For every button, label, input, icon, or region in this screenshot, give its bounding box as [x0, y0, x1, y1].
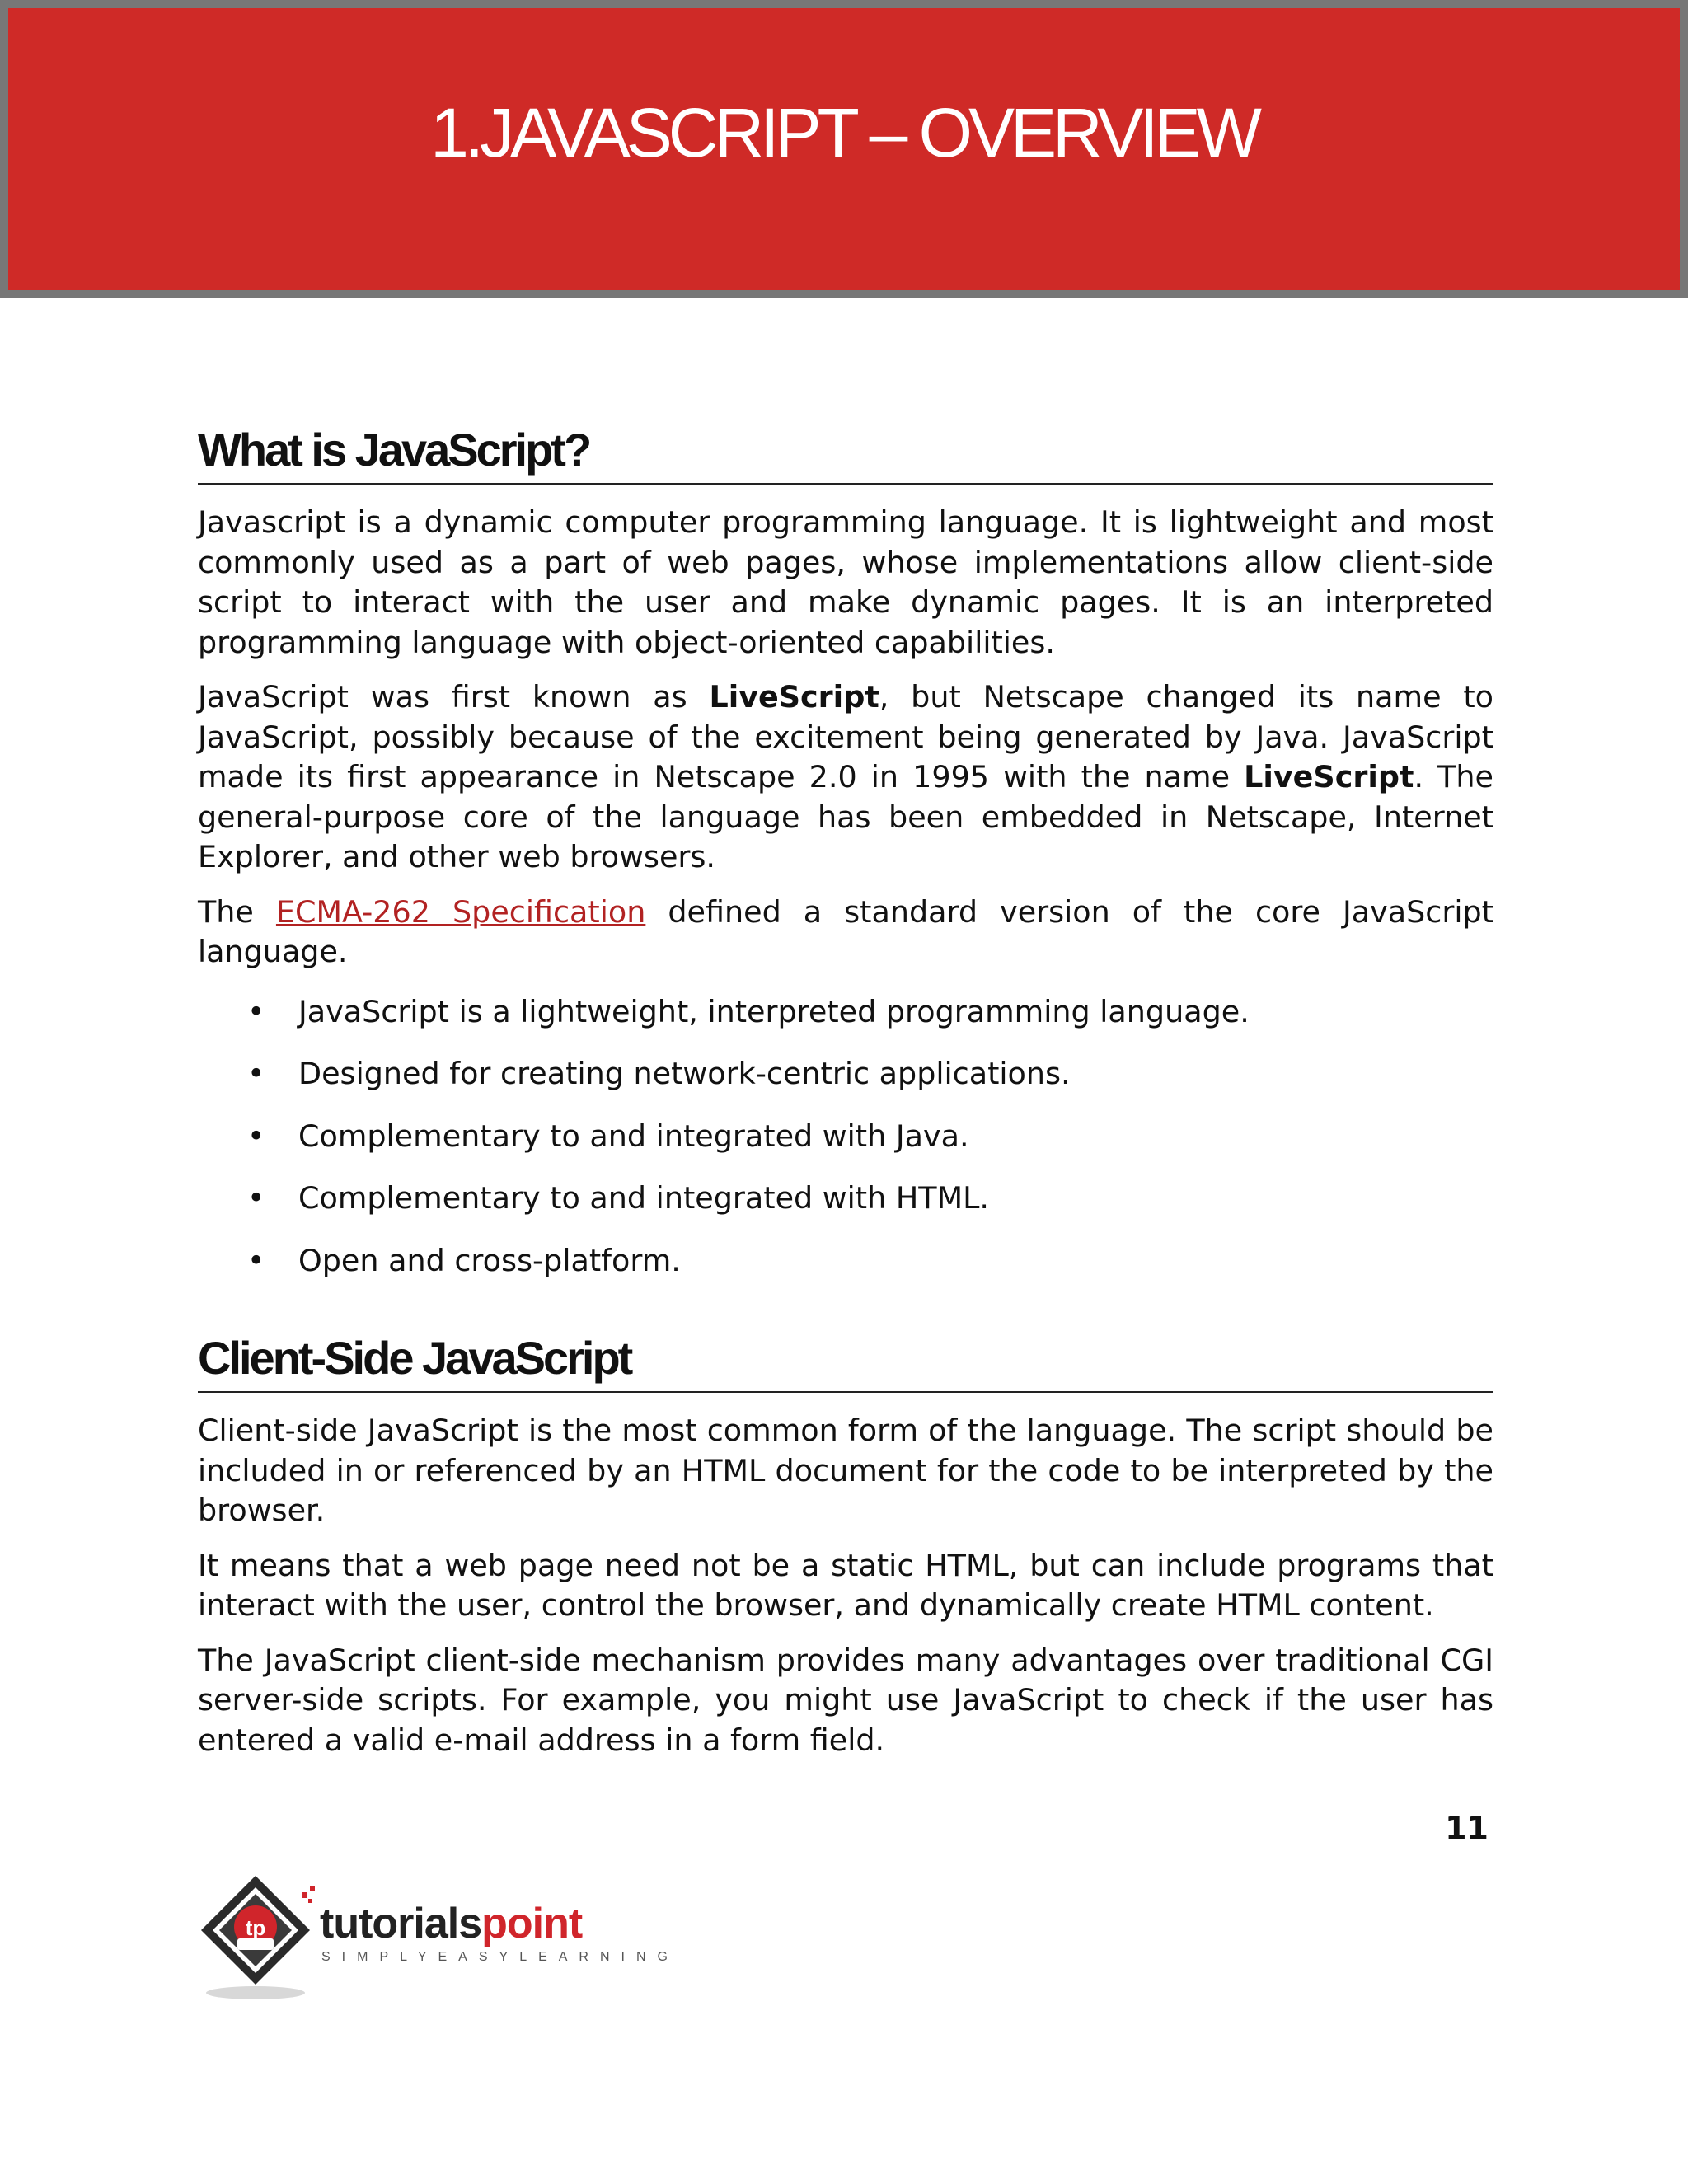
page-content — [198, 420, 1493, 1760]
section-heading-what-is-javascript: What is JavaScript? — [198, 420, 1493, 485]
ecma-spec-link[interactable]: ECMA-262 Specification — [275, 893, 646, 930]
paragraph-intro: Javascript is a dynamic computer programming language. It is lightweight and most commonly used as a part of web pages, whose implementations allow client-side script to interact with the user and make dynamic pages. It is an interpreted programming language with object-oriented capabilities. — [198, 504, 1493, 660]
list-item-text: Designed for creating network-centric applications. — [298, 1056, 1071, 1091]
text-span: defined a standard version of the core JavaScript language. — [198, 893, 1493, 969]
list-item-text: JavaScript is a lightweight, interpreted programming language. — [298, 993, 1250, 1029]
text-span: . The general-purpose core of the language has been embedded in Netscape, Internet Explorer, and other web browsers. — [198, 759, 1494, 874]
paragraph-client-side-intro: Client-side JavaScript is the most common form of the language. The script should be included in or referenced by an HTML document for the code to be interpreted by the browser. — [198, 1413, 1493, 1528]
paragraph-livescript — [198, 677, 1493, 878]
paragraph-advantages: The JavaScript client-side mechanism provides many advantages over traditional CGI server-side scripts. For example, you might use JavaScript to check if the user has entered a valid e-mail address in a form field. — [198, 1642, 1493, 1758]
logo-emblem-icon — [196, 1869, 328, 2001]
text-span: , but Netscape changed its name to JavaScript, possibly because of the excitement being generated by Java. JavaScript made its first appearance in Netscape 2.0 in 1995 with the name — [198, 679, 1493, 794]
list-item — [198, 1117, 1493, 1157]
logo-word-point: point — [481, 1900, 583, 1947]
list-item — [198, 1241, 1493, 1282]
list-item-text: Open and cross-platform. — [298, 1242, 681, 1278]
text-span: JavaScript was first known as — [198, 679, 710, 715]
list-item — [198, 1179, 1493, 1219]
list-item — [198, 992, 1493, 1033]
chapter-title: 1.JAVASCRIPT – OVERVIEW — [430, 93, 1258, 171]
logo-tagline: SIMPLYEASYLEARNING — [321, 1950, 679, 1964]
list-item — [198, 1054, 1493, 1094]
bullet-icon: • — [247, 993, 265, 1029]
text-span: The — [198, 893, 276, 930]
svg-text:tp: tp — [245, 1915, 266, 1940]
chapter-banner — [0, 0, 1688, 298]
bullet-icon: • — [247, 1118, 265, 1154]
bold-livescript: LiveScript — [709, 679, 879, 715]
list-item-text: Complementary to and integrated with Java. — [298, 1118, 969, 1154]
bold-livescript: LiveScript — [1244, 759, 1414, 794]
feature-list — [198, 992, 1493, 1282]
paragraph-ecma — [198, 893, 1493, 972]
paragraph-web-page: It means that a web page need not be a static HTML, but can include programs that interact with the user, control the browser, and dynamically create HTML content. — [198, 1547, 1493, 1623]
section-heading-client-side: Client-Side JavaScript — [198, 1329, 1493, 1393]
tutorialspoint-logo — [196, 1869, 679, 2001]
logo-word-tutorials: tutorials — [320, 1900, 482, 1947]
bullet-icon: • — [247, 1242, 265, 1278]
page-number: 11 — [1445, 1810, 1489, 1846]
logo-wordmark — [320, 1899, 582, 1948]
bullet-icon: • — [247, 1180, 265, 1216]
list-item-text: Complementary to and integrated with HTML. — [298, 1180, 990, 1216]
bullet-icon: • — [247, 1056, 265, 1091]
